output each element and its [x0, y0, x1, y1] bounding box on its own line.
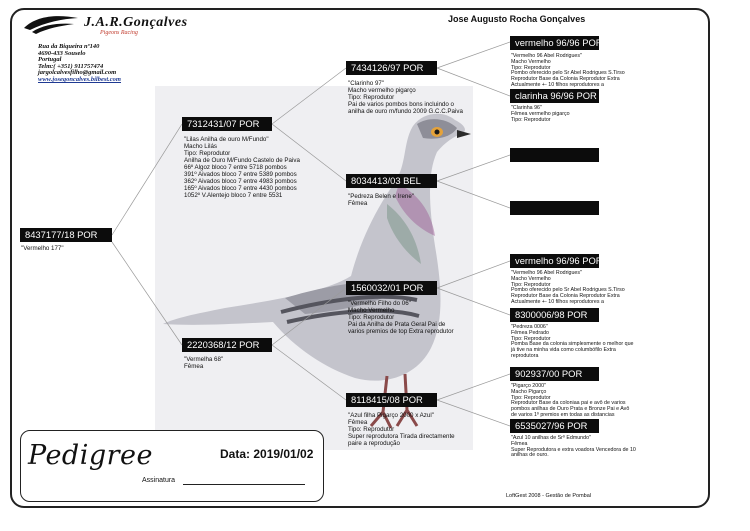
dam-dam-ring[interactable]: 8118415/08 POR [346, 393, 437, 407]
sire-dam-ring[interactable]: 8034413/03 BEL [346, 174, 437, 188]
info-line: Macho Lilás [184, 143, 218, 150]
info-line: "Azul filha Pigarço 2000 x Azul" [348, 412, 434, 419]
info-line: Pombo oferecido pelo Sr Abel Rodrigues S.Tirso [511, 287, 625, 294]
sire-info [184, 136, 300, 199]
info-line: "Clarinho 97" [348, 80, 385, 87]
info-line: Pai da Anilha de Prata Geral Pai de [348, 321, 446, 328]
logo-name: J.A.R.Gonçalves [84, 15, 188, 30]
pedigree-heading: Pedigree [28, 440, 153, 471]
info-line: Tipo: Reprodutor [511, 116, 551, 123]
info-line: Fêmea vermelho pigarço [511, 110, 570, 117]
info-line: Reprodutor Base da Colonia Reprodutor Extra [511, 293, 620, 300]
date-label: Data: 2019/01/02 [220, 447, 314, 461]
info-line: pombos anilhas de Ouro Prata e Bronze Pai e Avô [511, 406, 630, 413]
info-line: Super reprodutora Tirada directamente [348, 433, 455, 440]
info-line: Tipo: Reprodutor [348, 94, 395, 101]
info-line: reprodutora [511, 352, 539, 359]
info-line: anilha de ouro m/fundo 2009 G.C.C.Paiva [348, 108, 463, 115]
info-line: Tipo: Reprodutor [348, 314, 395, 321]
sire-dam-sire-ring[interactable] [510, 148, 599, 162]
sire-sire-dam-ring[interactable]: clarinha 96/96 POR [510, 89, 599, 103]
email-line: jargolcalvesfilho@gmail.com [38, 69, 117, 77]
sire-sire-info [348, 80, 463, 115]
sire-dam-dam-ring[interactable] [510, 201, 599, 215]
subject-info [21, 245, 64, 252]
info-line: Macho Vermelho [511, 58, 551, 65]
owner-name: Jose Augusto Rocha Gonçalves [448, 14, 586, 24]
info-line: "Vermelho 96 Abel Rodrigues" [511, 270, 582, 276]
info-line: Pomba Base da colonia simplesmente o melhor que [511, 341, 634, 348]
dam-dam-dam-ring[interactable]: 6535027/96 POR [510, 419, 599, 433]
info-line: varios premios de top Extra reprodutor [348, 328, 454, 335]
info-line: Fêmea [348, 419, 368, 426]
info-line: "Pedreza 0006" [511, 324, 548, 330]
info-line: Super Reprodutora e extra voadora Vencedora de 10 [511, 446, 636, 453]
info-line: Fêmea [184, 363, 204, 370]
info-line: Tipo: Reprodutor [511, 64, 551, 71]
info-line: "Lilas Anilha de ouro M/Fundo" [184, 136, 269, 143]
dam-dam-dam-info [511, 436, 636, 459]
signature-line[interactable] [183, 484, 305, 485]
info-line: "Azul 10 anilhas de Srº Edmundo" [511, 435, 591, 441]
info-line: Fêmea Pedrado [511, 329, 549, 336]
logo-subtitle: Pigeons Racing [100, 30, 138, 36]
info-line: Pai de varios pombos bons incluindo o [348, 101, 454, 108]
info-line: Tipo: Reprodutor [184, 150, 231, 157]
info-line: Tipo: Reprodutor [511, 281, 551, 288]
info-line: Tipo: Reprodutor [511, 335, 551, 342]
dam-dam-sire-ring[interactable]: 902937/00 POR [510, 367, 599, 381]
sire-dam-info [348, 193, 414, 207]
info-line: "Vermelho 96 Abel Rodrigues" [511, 53, 582, 59]
info-line: 165º Aivados bloco 7 entre 4430 pombos [184, 185, 297, 192]
dam-dam-sire-info [511, 384, 629, 419]
dam-ring[interactable]: 2220368/12 POR [182, 338, 272, 352]
dam-info [184, 356, 223, 370]
info-line: Macho Vermelho [348, 307, 395, 314]
info-line: Actualmente +- 10 filhos reprodutores a [511, 81, 604, 88]
info-line: "Pigarço 2000" [511, 383, 546, 389]
info-line: Macho Vermelho [511, 275, 551, 282]
address-line: Portugal [38, 56, 62, 64]
subject-ring[interactable]: 8437177/18 POR [20, 228, 112, 242]
dam-sire-sire-ring[interactable]: vermelho 96/96 POR [510, 254, 599, 268]
dam-sire-dam-info [511, 325, 634, 360]
info-line: Fêmea [348, 200, 368, 207]
info-line: paire a reprodução [348, 440, 400, 447]
info-line: Tipo: Reprodutor [511, 394, 551, 401]
info-line: Tipo: Reprodutor [348, 426, 395, 433]
info-line: Fêmea [511, 440, 528, 447]
address-line: 4690-433 Souselo [38, 49, 86, 57]
info-line: Anilha de Ouro M/Fundo Castelo de Paiva [184, 157, 300, 164]
info-line: "Vermelho Filho do 06" [348, 300, 411, 307]
sire-sire-ring[interactable]: 7434126/97 POR [346, 61, 437, 75]
dam-sire-info [348, 300, 454, 335]
info-line: "Vermelho 177" [21, 245, 64, 252]
website-link[interactable]: www.josegoncalves.bilbest.com [38, 75, 121, 83]
info-line: Reprodutor Base da Colonia Reprodutor Extra [511, 76, 620, 83]
dam-sire-dam-ring[interactable]: 8300006/98 POR [510, 308, 599, 322]
info-line: "Clarinha 96" [511, 105, 542, 111]
info-line: 66º Algoz bloco 7 entre 5718 pombos [184, 164, 287, 171]
info-line: 362º Aivados bloco 7 entre 4983 pombos [184, 178, 297, 185]
dam-dam-info [348, 412, 455, 447]
sire-sire-sire-ring[interactable]: vermelho 96/96 POR [510, 36, 599, 50]
sire-ring[interactable]: 7312431/07 POR [182, 117, 272, 131]
signature-label: Assinatura [142, 477, 176, 484]
info-line: "Pedreza Belen e Irene" [348, 193, 414, 200]
info-line: 391º Aivados bloco 7 entre 5389 pombos [184, 171, 297, 178]
dam-sire-sire-info [511, 271, 625, 306]
info-line: Reprodutor Base da coloniaa pai e avô de varios [511, 400, 626, 407]
info-line: 1052º V.Alentejo bloco 7 entre 5531 [184, 192, 283, 199]
info-line: anilhas de ouro. [511, 452, 549, 459]
info-line: Macho vermelho pigarço [348, 87, 416, 94]
sire-sire-sire-info [511, 54, 625, 89]
address-line: Rua da Biqueira nº140 [38, 43, 100, 50]
info-line: Macho Pigarço [511, 388, 547, 395]
info-line: Actualmente +- 10 filhos reprodutores a [511, 298, 604, 305]
info-line: "Vermelha 68" [184, 356, 224, 363]
sire-sire-dam-info [511, 106, 570, 123]
dam-sire-ring[interactable]: 1560032/01 POR [346, 281, 437, 295]
info-line: já tive na minha vida como columbófilo Extra [511, 347, 616, 354]
info-line: Pombo oferecido pelo Sr Abel Rodrigues S.Tirso [511, 70, 625, 77]
software-credit: LoftGest 2008 - Gestão de Pombal [506, 493, 591, 499]
info-line: de varios 1º premios em todas as distancias [511, 411, 615, 418]
phone-line: Telm:( +351) 911757474 [38, 62, 104, 70]
